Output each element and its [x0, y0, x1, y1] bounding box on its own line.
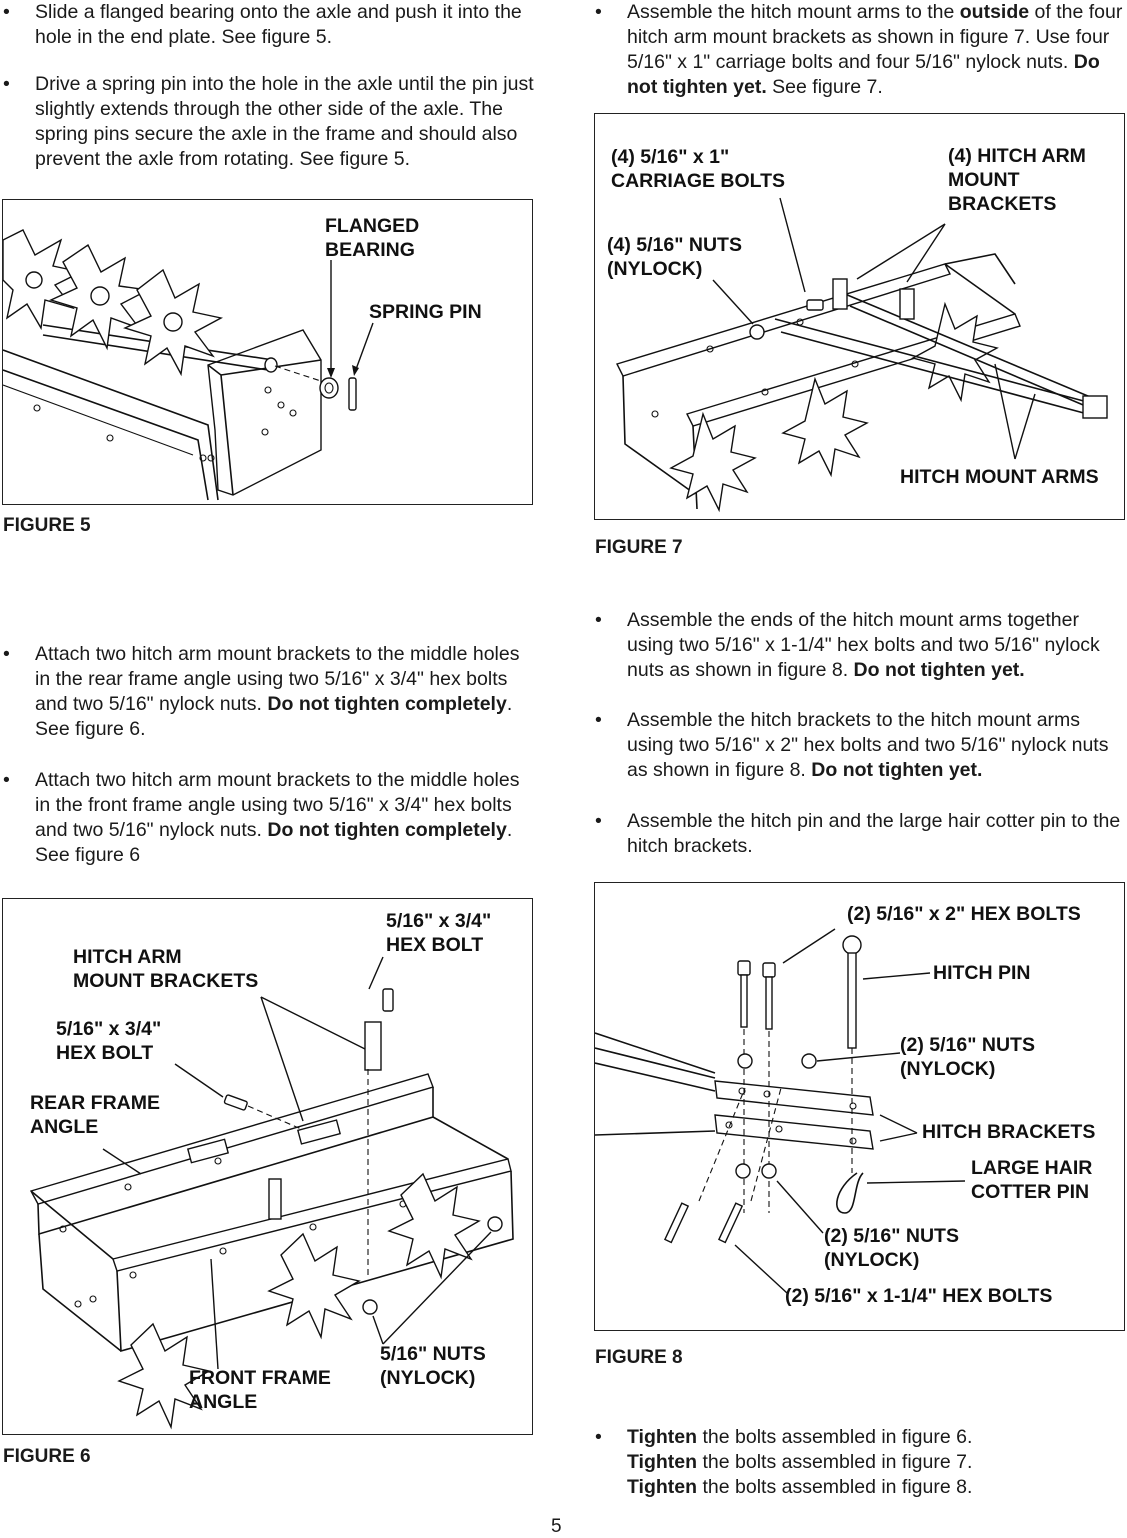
nuts-nylock-bottom-label: (2) 5/16" NUTS (NYLOCK) — [824, 1225, 959, 1271]
figure-5-illustration — [2, 199, 533, 505]
text-segment: the bolts assembled in figure 7. — [697, 1451, 973, 1473]
hex-bolt-top-label: 5/16" x 3/4" HEX BOLT — [386, 910, 492, 956]
figure-7-caption: FIGURE 7 — [595, 537, 683, 558]
hex-bolts-2in-label: (2) 5/16" x 2" HEX BOLTS — [847, 903, 1081, 925]
bold-text: Do not tighten yet. — [853, 659, 1025, 681]
rear-frame-angle-label: REAR FRAME ANGLE — [30, 1092, 160, 1138]
text-segment: Assemble the ends of the hitch mount arms together using two 5/16" x 1-1/4" hex bolts and two 5/16" nylock nuts as shown in figure 8. — [627, 609, 1100, 681]
instruction-bullet — [595, 608, 1125, 683]
text-segment: Attach two hitch arm mount brackets to the middle holes in the rear frame angle using two 5/16" x 3/4" hex bolts and two 5/16" nylock nuts. — [35, 643, 520, 715]
bold-text: Do not tighten completely — [267, 819, 507, 841]
figure-8-illustration — [594, 882, 1125, 1331]
text-segment: Attach two hitch arm mount brackets to the middle holes in the front frame angle using two 5/16" x 3/4" hex bolts and two 5/16" nylock nuts. — [35, 769, 520, 841]
text-segment: the bolts assembled in figure 8. — [697, 1476, 973, 1498]
hex-bolt-left-label: 5/16" x 3/4" HEX BOLT — [56, 1018, 162, 1064]
instruction-bullet — [3, 642, 523, 742]
hex-bolts-114-label: (2) 5/16" x 1-1/4" HEX BOLTS — [785, 1285, 1053, 1307]
spring-pin-label: SPRING PIN — [369, 301, 482, 323]
page-number: 5 — [551, 1516, 562, 1537]
text-segment: Drive a spring pin into the hole in the axle until the pin just slightly extends through the other side of the axle. The spring pins secure the axle in the frame and should also prevent the axle from rotating. See figure 5. — [35, 73, 534, 170]
bold-text: Do not tighten completely — [267, 693, 507, 715]
instruction-bullet — [595, 0, 1127, 100]
instruction-line — [627, 1450, 1125, 1475]
text-segment: Assemble the hitch mount arms to the — [627, 1, 960, 23]
text-segment: Assemble the hitch pin and the large hair cotter pin to the hitch brackets. — [627, 810, 1121, 857]
text-segment: Assemble the hitch brackets to the hitch mount arms using two 5/16" x 2" hex bolts and two 5/16" nylock nuts as shown in figure 8. — [627, 709, 1109, 781]
figure-8-caption: FIGURE 8 — [595, 1347, 683, 1368]
flanged-bearing-label: FLANGED BEARING — [325, 215, 420, 261]
instruction-bullet — [595, 809, 1125, 859]
nuts-nylock-label: 5/16" NUTS (NYLOCK) — [380, 1343, 486, 1389]
text-segment: the bolts assembled in figure 6. — [697, 1426, 973, 1448]
nuts-nylock-label: (4) 5/16" NUTS (NYLOCK) — [607, 234, 742, 280]
figure-5-caption: FIGURE 5 — [3, 515, 91, 536]
figure-6-caption: FIGURE 6 — [3, 1446, 91, 1467]
instruction-line — [627, 1475, 1125, 1500]
instruction-bullet — [3, 768, 523, 868]
instruction-bullet — [595, 708, 1125, 783]
instruction-line — [627, 1425, 1125, 1450]
bold-text: Do not tighten yet. — [627, 51, 1100, 98]
text-segment: . See figure 6 — [35, 819, 513, 866]
instruction-bullet — [3, 0, 533, 50]
bold-text: Tighten — [627, 1451, 698, 1473]
bold-text: outside — [959, 1, 1030, 23]
instruction-bullet — [595, 1425, 1125, 1500]
figure-5-drawing — [3, 200, 533, 505]
figure-6-illustration — [2, 898, 533, 1435]
hitch-pin-label: HITCH PIN — [933, 962, 1031, 984]
figure-7-illustration — [594, 113, 1125, 520]
hitch-arm-mount-brackets-label: (4) HITCH ARM MOUNT BRACKETS — [948, 145, 1086, 215]
text-segment: of the four hitch arm mount brackets as shown in figure 7. Use four 5/16" x 1" carriage bolts and four 5/16" nylock nuts. — [627, 1, 1123, 73]
bold-text: Do not tighten yet. — [811, 759, 983, 781]
text-segment: Slide a flanged bearing onto the axle and push it into the hole in the end plate. See figure 5. — [35, 1, 522, 48]
text-segment: See figure 7. — [766, 76, 883, 98]
carriage-bolts-label: (4) 5/16" x 1" CARRIAGE BOLTS — [611, 146, 786, 192]
instruction-bullet — [3, 72, 535, 172]
front-frame-angle-label: FRONT FRAME ANGLE — [189, 1367, 331, 1413]
hitch-brackets-label: HITCH BRACKETS — [922, 1121, 1096, 1143]
cotter-pin-label: LARGE HAIR COTTER PIN — [971, 1157, 1093, 1203]
nuts-nylock-top-label: (2) 5/16" NUTS (NYLOCK) — [900, 1034, 1035, 1080]
bold-text: Tighten — [627, 1476, 698, 1498]
bold-text: Tighten — [627, 1426, 698, 1448]
hitch-arm-mount-brackets-label: HITCH ARM MOUNT BRACKETS — [73, 946, 259, 992]
text-segment: . See figure 6. — [35, 693, 513, 740]
hitch-mount-arms-label: HITCH MOUNT ARMS — [900, 466, 1099, 488]
